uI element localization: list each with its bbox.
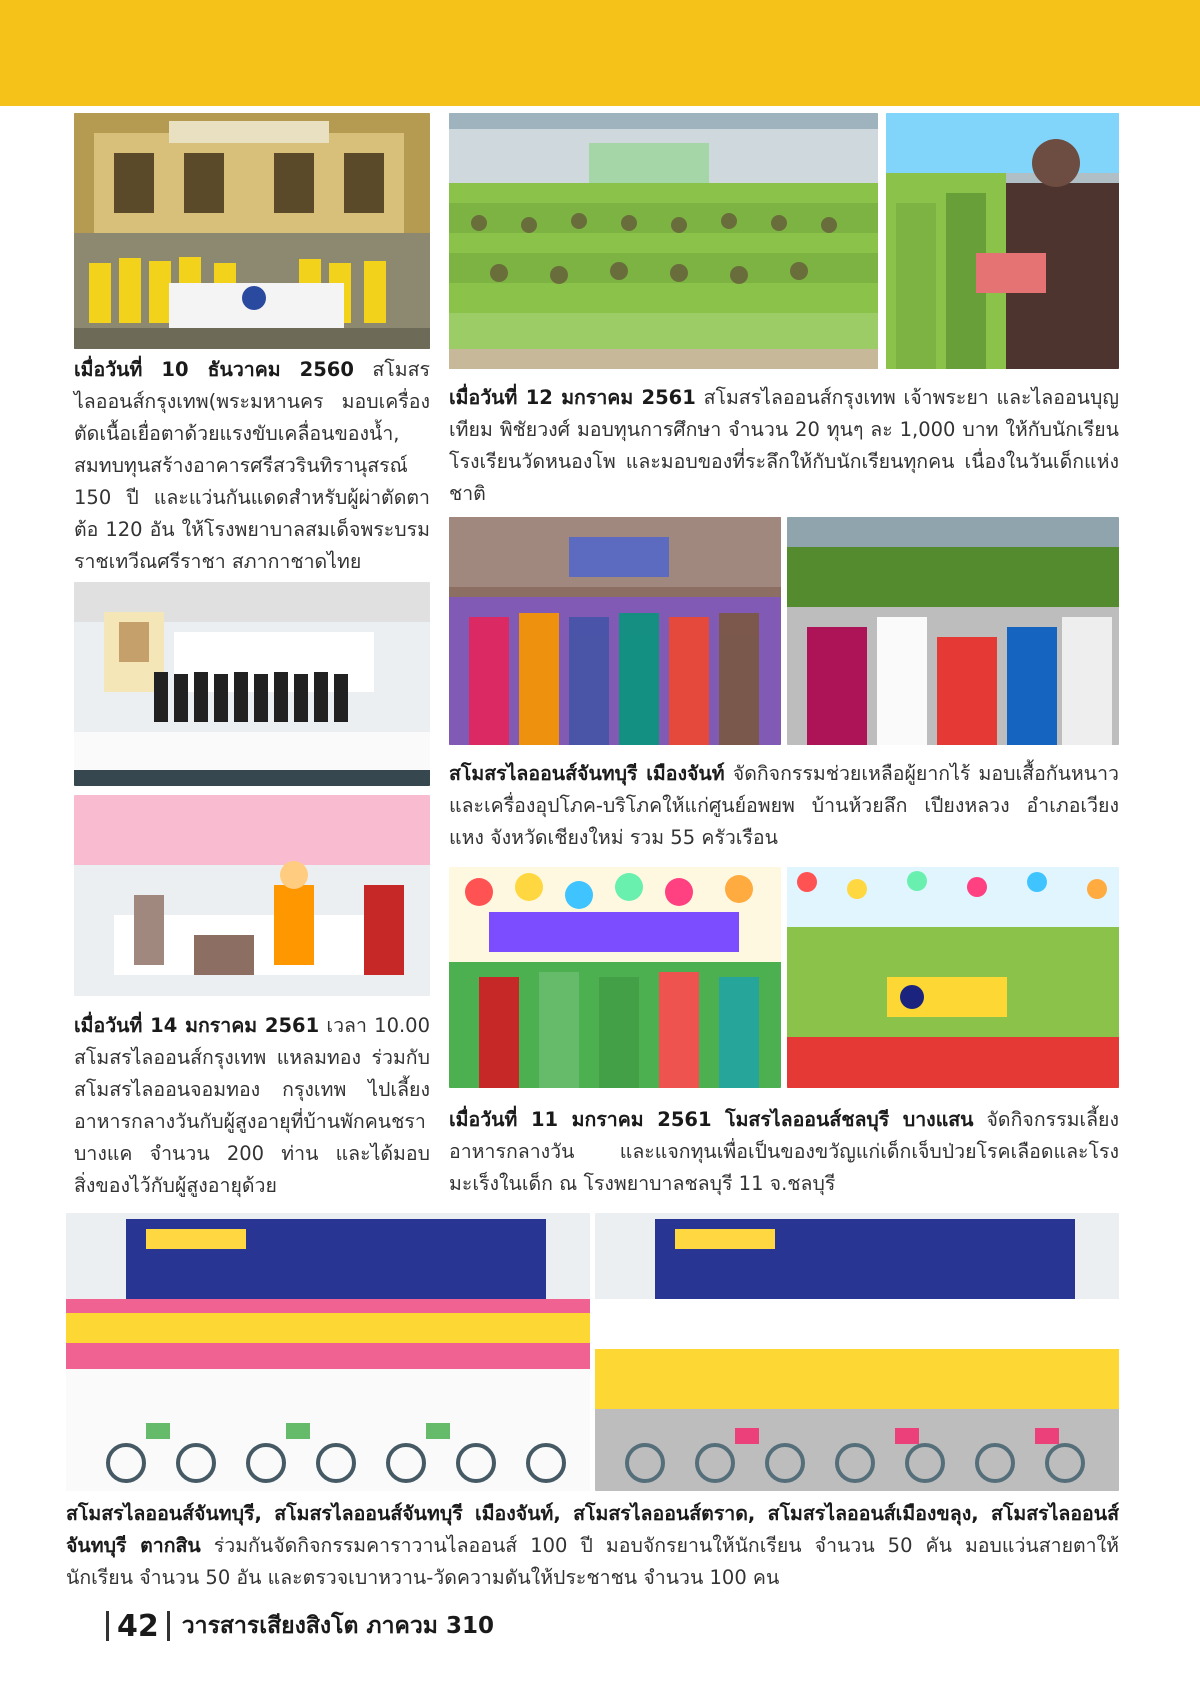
header-bar: [0, 0, 1200, 106]
caption-refugee-aid: สโมสรไลออนส์จันทบุรี เมืองจันท์ จัดกิจกรรมช่วยเหลือผู้ยากไร้ มอบเสื้อกันหนาว และเครื่องอุปโภค-บริโภคให้แก่ศูนย์อพยพ บ้านห้วยลึก เปียงหลวง อำเภอเวียงแหง จังหวัดเชียงใหม่ รวม 55 ครัวเรือน: [449, 762, 1119, 849]
photo-elderly-lunch: [74, 795, 430, 996]
caption-hospital-donation: เมื่อวันที่ 10 ธันวาคม 2560 สโมสรไลออนส์กรุงเทพ(พระมหานคร มอบเครื่องตัดเนื้อเยื่อตาด้วยแรงขับเคลื่อนของน้ำ, สมทบทุนสร้างอาคารศรีสวรินทิรานุสรณ์ 150 ปี และแว่นกันแดดสำหรับผู้ผ่าตัดตาต้อ 120 อัน ให้โรงพยาบาลสมเด็จพระบรมราชเทวีณศรีราชา สภากาชาดไทย: [74, 358, 430, 573]
page-number: 42: [117, 1608, 159, 1644]
photo-bicycle-caravan-left: [66, 1213, 590, 1491]
footer-divider-right: [167, 1611, 170, 1641]
photo-students-scholarship: [449, 113, 878, 369]
photo-group-banner: [787, 867, 1119, 1088]
magazine-title: วารสารเสียงสิงโต ภาควม 310: [181, 1613, 494, 1639]
photo-children-festival: [449, 867, 781, 1088]
photo-gift-giving: [886, 113, 1119, 369]
photo-bicycle-caravan-right: [595, 1213, 1119, 1491]
caption-bicycle-caravan: สโมสรไลออนส์จันทบุรี, สโมสรไลออนส์จันทบุรี เมืองจันท์, สโมสรไลออนส์ตราด, สโมสรไลออนส์เมืองขลุง, สโมสรไลออนส์จันทบุรี ตากสิน ร่วมกันจัดกิจกรรมคาราวานไลออนส์ 100 ปี มอบจักรยานให้นักเรียน จำนวน 50 คัน มอบแว่นสายตาให้นักเรียน จำนวน 50 อัน และตรวจเบาหวาน-วัดความดันให้ประชาชน จำนวน 100 คน: [66, 1502, 1119, 1589]
caption-elderly-lunch: เมื่อวันที่ 14 มกราคม 2561 เวลา 10.00 สโมสรไลออนส์กรุงเทพ แหลมทอง ร่วมกับสโมสรไลออนจอมทอง กรุงเทพ ไปเลี้ยงอาหารกลางวันกับผู้สูงอายุที่บ้านพักคนชราบางแค จำนวน 200 ท่าน และได้มอบสิ่งของไว้กับผู้สูงอายุด้วย: [74, 1014, 430, 1197]
photo-mountain-gathering: [787, 517, 1119, 745]
caption-scholarship: เมื่อวันที่ 12 มกราคม 2561 สโมสรไลออนส์กรุงเทพ เจ้าพระยา และไลออนบุญเทียม พิชัยวงศ์ มอบทุนการศึกษา จำนวน 20 ทุนๆ ละ 1,000 บาท ให้กับนักเรียนโรงเรียนวัดหนองโพ และมอบของที่ระลึกให้กับนักเรียนทุกคน เนื่องในวันเด็กแห่งชาติ: [449, 386, 1119, 505]
caption-children-hospital: เมื่อวันที่ 11 มกราคม 2561 โมสรไลออนส์ชลบุรี บางแสน จัดกิจกรรมเลี้ยงอาหารกลางวัน และแจกทุนเพื่อเป็นของขวัญแก่เด็กเจ็บป่วยโรคเลือดและโรงมะเร็งในเด็ก ณ โรงพยาบาลชลบุรี 11 จ.ชลบุรี: [449, 1108, 1119, 1195]
photo-hospital-donation: [74, 113, 430, 349]
page-footer: [106, 1606, 494, 1646]
photo-refugee-group: [449, 517, 781, 745]
photo-ceremony-hall: [74, 582, 430, 786]
footer-divider-left: [106, 1611, 109, 1641]
